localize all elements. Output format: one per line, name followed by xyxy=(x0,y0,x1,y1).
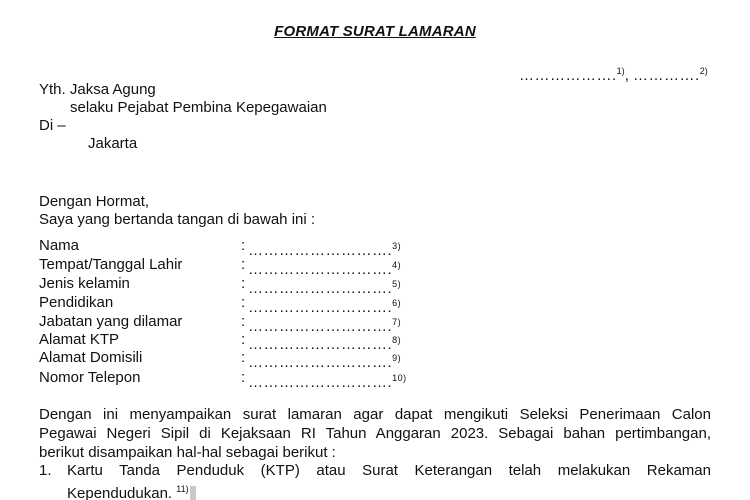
field-row xyxy=(0,313,750,335)
field-row xyxy=(0,294,750,316)
field-colon: : xyxy=(241,313,246,330)
field-colon: : xyxy=(241,349,246,366)
place-date-line xyxy=(519,62,708,85)
field-footnote: 5) xyxy=(392,279,402,289)
field-row xyxy=(0,349,750,371)
field-placeholder: ……………………….$^{6)}$ xyxy=(248,298,402,316)
field-row xyxy=(0,275,750,297)
list-item-line: Kependudukan. $^{11)}$ xyxy=(67,480,196,500)
date-placeholder: …………. xyxy=(633,67,700,84)
field-footnote: 7) xyxy=(392,317,402,327)
field-label: Nama xyxy=(39,237,80,254)
field-colon: : xyxy=(241,369,246,386)
field-colon: : xyxy=(241,331,246,348)
field-label: Pendidikan xyxy=(39,294,114,311)
recipient-role: selaku Pejabat Pembina Kepegawaian xyxy=(70,99,327,116)
field-placeholder: ……………………….$^{5)}$ xyxy=(248,279,402,297)
field-footnote: 9) xyxy=(392,353,402,363)
body-paragraph-line: berikut disampaikan hal-hal sebagai berikut : xyxy=(39,444,336,461)
field-label: Jabatan yang dilamar xyxy=(39,313,183,330)
field-row xyxy=(0,237,750,259)
body-paragraph-line: Pegawai Negeri Sipil di Kejaksaan RI Tahun Anggaran 2023. Sebagai bahan pertimbangan, xyxy=(39,425,711,442)
field-placeholder: ……………………….$^{7)}$ xyxy=(248,317,402,335)
list-item-line: Kartu Tanda Penduduk (KTP) atau Surat Keterangan telah melakukan Rekaman xyxy=(67,462,711,479)
field-row xyxy=(0,369,750,391)
field-colon: : xyxy=(241,256,246,273)
field-label: Nomor Telepon xyxy=(39,369,141,386)
field-placeholder: ……………………….$^{9)}$ xyxy=(248,353,402,371)
field-label: Alamat KTP xyxy=(39,331,120,348)
list-item-number: 1. xyxy=(39,462,52,479)
field-row xyxy=(0,331,750,353)
field-placeholder: ……………………….$^{3)}$ xyxy=(248,241,402,259)
field-footnote: 10) xyxy=(392,373,407,383)
field-colon: : xyxy=(241,294,246,311)
field-colon: : xyxy=(241,275,246,292)
recipient-location-prefix: Di – xyxy=(39,117,66,134)
recipient-city: Jakarta xyxy=(88,135,138,152)
place-date-separator: , xyxy=(624,67,629,84)
field-placeholder: ……………………….$^{4)}$ xyxy=(248,260,402,278)
field-footnote: 8) xyxy=(392,335,402,345)
greeting: Dengan Hormat, xyxy=(39,193,150,210)
intro-line: Saya yang bertanda tangan di bawah ini : xyxy=(39,211,316,228)
place-footnote: 1) xyxy=(616,66,625,76)
field-placeholder: ……………………….$^{10)}$ xyxy=(248,373,407,391)
field-footnote: 4) xyxy=(392,260,402,270)
list-item-footnote: 11) xyxy=(176,484,189,494)
place-placeholder: ………………. xyxy=(519,67,617,84)
field-footnote: 6) xyxy=(392,298,402,308)
field-label: Tempat/Tanggal Lahir xyxy=(39,256,183,273)
field-label: Jenis kelamin xyxy=(39,275,130,292)
field-footnote: 3) xyxy=(392,241,402,251)
document-title: FORMAT SURAT LAMARAN xyxy=(274,23,476,40)
field-label: Alamat Domisili xyxy=(39,349,143,366)
recipient-name: Yth. Jaksa Agung xyxy=(39,81,156,98)
field-colon: : xyxy=(241,237,246,254)
field-row xyxy=(0,256,750,278)
field-placeholder: ……………………….$^{8)}$ xyxy=(248,335,402,353)
date-footnote: 2) xyxy=(699,66,708,76)
body-paragraph-line: Dengan ini menyampaikan surat lamaran agar dapat mengikuti Seleksi Penerimaan Calon xyxy=(39,406,711,423)
text-cursor-highlight xyxy=(190,486,196,500)
